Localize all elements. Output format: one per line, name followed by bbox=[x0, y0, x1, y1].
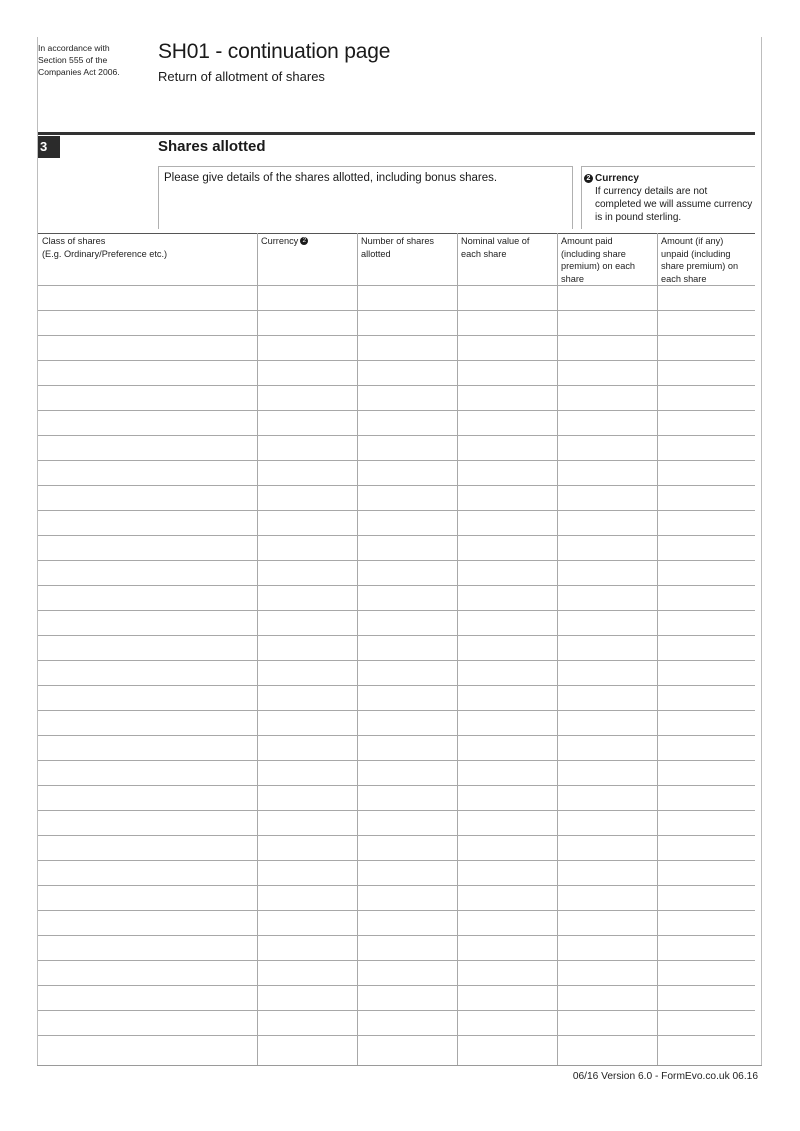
table-row bbox=[38, 1036, 755, 1061]
column-header-line: share bbox=[561, 273, 584, 284]
table-cell-input[interactable] bbox=[258, 436, 356, 459]
table-cell-input[interactable] bbox=[258, 1011, 356, 1034]
table-row bbox=[38, 586, 755, 611]
table-cell-input[interactable] bbox=[458, 761, 556, 784]
table-cell-input[interactable] bbox=[558, 711, 656, 734]
table-cell-input[interactable] bbox=[39, 886, 256, 909]
table-cell-input[interactable] bbox=[658, 336, 754, 359]
table-cell-input[interactable] bbox=[258, 461, 356, 484]
table-cell-input[interactable] bbox=[258, 911, 356, 934]
table-cell-input[interactable] bbox=[258, 986, 356, 1009]
table-cell-input[interactable] bbox=[358, 661, 456, 684]
table-cell-input[interactable] bbox=[558, 686, 656, 709]
table-row bbox=[38, 436, 755, 461]
table-cell-input[interactable] bbox=[658, 836, 754, 859]
table-cell-input[interactable] bbox=[258, 686, 356, 709]
table-cell-input[interactable] bbox=[558, 636, 656, 659]
table-cell-input[interactable] bbox=[39, 586, 256, 609]
table-cell-input[interactable] bbox=[258, 536, 356, 559]
table-cell-input[interactable] bbox=[658, 961, 754, 984]
table-cell-input[interactable] bbox=[258, 761, 356, 784]
table-cell-input[interactable] bbox=[39, 861, 256, 884]
table-row bbox=[38, 886, 755, 911]
column-divider bbox=[557, 233, 558, 1065]
legal-note-line: Companies Act 2006. bbox=[38, 67, 120, 77]
table-cell-input[interactable] bbox=[458, 461, 556, 484]
section-number-badge: 3 bbox=[38, 136, 60, 158]
table-cell-input[interactable] bbox=[458, 711, 556, 734]
table-cell-input[interactable] bbox=[658, 286, 754, 309]
table-cell-input[interactable] bbox=[558, 1011, 656, 1034]
table-cell-input[interactable] bbox=[258, 611, 356, 634]
table-cell-input[interactable] bbox=[258, 286, 356, 309]
table-cell-input[interactable] bbox=[558, 911, 656, 934]
column-header-line: allotted bbox=[361, 248, 391, 259]
table-cell-input[interactable] bbox=[458, 561, 556, 584]
table-cell-input[interactable] bbox=[358, 686, 456, 709]
table-row bbox=[38, 836, 755, 861]
table-cell-input[interactable] bbox=[39, 486, 256, 509]
table-row bbox=[38, 311, 755, 336]
table-cell-input[interactable] bbox=[558, 736, 656, 759]
section-title: Shares allotted bbox=[158, 138, 266, 155]
table-cell-input[interactable] bbox=[358, 861, 456, 884]
table-cell-input[interactable] bbox=[39, 811, 256, 834]
table-cell-input[interactable] bbox=[658, 611, 754, 634]
table-cell-input[interactable] bbox=[458, 1011, 556, 1034]
table-cell-input[interactable] bbox=[558, 861, 656, 884]
currency-note-line: If currency details are not bbox=[595, 186, 708, 197]
table-cell-input[interactable] bbox=[658, 411, 754, 434]
table-cell-input[interactable] bbox=[558, 611, 656, 634]
table-row bbox=[38, 611, 755, 636]
table-cell-input[interactable] bbox=[39, 686, 256, 709]
table-cell-input[interactable] bbox=[458, 736, 556, 759]
table-cell-input[interactable] bbox=[39, 536, 256, 559]
table-cell-input[interactable] bbox=[658, 686, 754, 709]
table-row bbox=[38, 961, 755, 986]
table-cell-input[interactable] bbox=[39, 961, 256, 984]
table-cell-input[interactable] bbox=[558, 286, 656, 309]
table-row bbox=[38, 761, 755, 786]
table-cell-input[interactable] bbox=[358, 561, 456, 584]
note-number-icon: 2 bbox=[584, 174, 593, 183]
table-cell-input[interactable] bbox=[358, 986, 456, 1009]
table-cell-input[interactable] bbox=[458, 661, 556, 684]
table-cell-input[interactable] bbox=[358, 436, 456, 459]
table-cell-input[interactable] bbox=[558, 986, 656, 1009]
table-cell-input[interactable] bbox=[458, 686, 556, 709]
table-cell-input[interactable] bbox=[558, 386, 656, 409]
table-row bbox=[38, 861, 755, 886]
column-header-line: unpaid (including bbox=[661, 248, 731, 259]
column-header bbox=[42, 235, 253, 260]
table-cell-input[interactable] bbox=[458, 961, 556, 984]
table-top-border bbox=[38, 233, 755, 234]
table-row bbox=[38, 686, 755, 711]
table-cell-input[interactable] bbox=[39, 711, 256, 734]
table-cell-input[interactable] bbox=[258, 961, 356, 984]
table-cell-input[interactable] bbox=[39, 936, 256, 959]
table-cell-input[interactable] bbox=[658, 936, 754, 959]
table-cell-input[interactable] bbox=[358, 811, 456, 834]
table-cell-input[interactable] bbox=[458, 836, 556, 859]
table-cell-input[interactable] bbox=[358, 486, 456, 509]
table-cell-input[interactable] bbox=[358, 711, 456, 734]
table-cell-input[interactable] bbox=[258, 786, 356, 809]
column-divider bbox=[257, 233, 258, 1065]
table-cell-input[interactable] bbox=[558, 561, 656, 584]
table-cell-input[interactable] bbox=[258, 936, 356, 959]
table-cell-input[interactable] bbox=[658, 586, 754, 609]
table-cell-input[interactable] bbox=[558, 536, 656, 559]
table-cell-input[interactable] bbox=[458, 861, 556, 884]
table-cell-input[interactable] bbox=[658, 386, 754, 409]
table-cell-input[interactable] bbox=[258, 486, 356, 509]
table-cell-input[interactable] bbox=[558, 886, 656, 909]
table-cell-input[interactable] bbox=[558, 486, 656, 509]
table-cell-input[interactable] bbox=[39, 1011, 256, 1034]
table-cell-input[interactable] bbox=[39, 761, 256, 784]
table-cell-input[interactable] bbox=[258, 711, 356, 734]
column-header-line: Amount (if any) bbox=[661, 236, 724, 246]
table-cell-input[interactable] bbox=[39, 336, 256, 359]
table-cell-input[interactable] bbox=[39, 561, 256, 584]
table-row bbox=[38, 286, 755, 311]
table-cell-input[interactable] bbox=[258, 1036, 356, 1059]
table-cell-input[interactable] bbox=[658, 861, 754, 884]
table-cell-input[interactable] bbox=[558, 411, 656, 434]
table-row bbox=[38, 936, 755, 961]
table-cell-input[interactable] bbox=[39, 436, 256, 459]
table-cell-input[interactable] bbox=[658, 486, 754, 509]
table-cell-input[interactable] bbox=[458, 411, 556, 434]
table-cell-input[interactable] bbox=[258, 661, 356, 684]
table-cell-input[interactable] bbox=[358, 911, 456, 934]
table-cell-input[interactable] bbox=[558, 586, 656, 609]
table-cell-input[interactable] bbox=[358, 336, 456, 359]
table-row bbox=[38, 661, 755, 686]
column-header-line: premium) on each bbox=[561, 261, 636, 271]
table-cell-input[interactable] bbox=[258, 411, 356, 434]
table-row bbox=[38, 486, 755, 511]
table-cell-input[interactable] bbox=[558, 836, 656, 859]
table-cell-input[interactable] bbox=[258, 586, 356, 609]
table-cell-input[interactable] bbox=[258, 386, 356, 409]
table-cell-input[interactable] bbox=[358, 1036, 456, 1059]
table-cell-input[interactable] bbox=[658, 886, 754, 909]
form-title: SH01 - continuation page bbox=[158, 40, 391, 63]
table-row bbox=[38, 561, 755, 586]
table-row bbox=[38, 911, 755, 936]
table-cell-input[interactable] bbox=[39, 461, 256, 484]
column-header-line: Amount paid bbox=[561, 236, 613, 246]
table-cell-input[interactable] bbox=[358, 286, 456, 309]
table-cell-input[interactable] bbox=[658, 461, 754, 484]
table-cell-input[interactable] bbox=[358, 361, 456, 384]
table-cell-input[interactable] bbox=[658, 736, 754, 759]
table-cell-input[interactable] bbox=[558, 961, 656, 984]
column-divider bbox=[657, 233, 658, 1065]
currency-note-title bbox=[584, 172, 639, 185]
table-cell-input[interactable] bbox=[658, 811, 754, 834]
table-cell-input[interactable] bbox=[358, 536, 456, 559]
table-cell-input[interactable] bbox=[39, 736, 256, 759]
table-row bbox=[38, 736, 755, 761]
column-header-line: each share bbox=[461, 248, 507, 259]
legal-note-line: In accordance with bbox=[38, 43, 110, 53]
table-cell-input[interactable] bbox=[458, 536, 556, 559]
table-cell-input[interactable] bbox=[358, 761, 456, 784]
table-cell-input[interactable] bbox=[458, 336, 556, 359]
column-header bbox=[261, 235, 353, 248]
table-cell-input[interactable] bbox=[258, 311, 356, 334]
table-cell-input[interactable] bbox=[258, 561, 356, 584]
table-cell-input[interactable] bbox=[558, 461, 656, 484]
table-cell-input[interactable] bbox=[258, 861, 356, 884]
table-cell-input[interactable] bbox=[658, 786, 754, 809]
table-row bbox=[38, 711, 755, 736]
table-cell-input[interactable] bbox=[358, 411, 456, 434]
table-cell-input[interactable] bbox=[39, 636, 256, 659]
table-cell-input[interactable] bbox=[558, 936, 656, 959]
table-cell-input[interactable] bbox=[458, 611, 556, 634]
table-cell-input[interactable] bbox=[358, 1011, 456, 1034]
table-cell-input[interactable] bbox=[558, 311, 656, 334]
table-cell-input[interactable] bbox=[258, 811, 356, 834]
table-cell-input[interactable] bbox=[358, 311, 456, 334]
table-row bbox=[38, 411, 755, 436]
table-cell-input[interactable] bbox=[258, 361, 356, 384]
table-row bbox=[38, 986, 755, 1011]
table-cell-input[interactable] bbox=[458, 361, 556, 384]
table-cell-input[interactable] bbox=[358, 511, 456, 534]
table-cell-input[interactable] bbox=[458, 811, 556, 834]
table-cell-input[interactable] bbox=[658, 361, 754, 384]
table-cell-input[interactable] bbox=[658, 911, 754, 934]
column-header-line: Class of shares bbox=[42, 236, 106, 246]
table-cell-input[interactable] bbox=[658, 636, 754, 659]
legal-note-line: Section 555 of the bbox=[38, 55, 108, 65]
column-header-line: (E.g. Ordinary/Preference etc.) bbox=[42, 248, 168, 259]
table-cell-input[interactable] bbox=[358, 611, 456, 634]
table-cell-input[interactable] bbox=[558, 336, 656, 359]
table-cell-input[interactable] bbox=[458, 986, 556, 1009]
table-cell-input[interactable] bbox=[458, 936, 556, 959]
table-cell-input[interactable] bbox=[258, 836, 356, 859]
table-row bbox=[38, 461, 755, 486]
table-cell-input[interactable] bbox=[39, 986, 256, 1009]
table-row bbox=[38, 811, 755, 836]
table-cell-input[interactable] bbox=[39, 611, 256, 634]
table-cell-input[interactable] bbox=[558, 511, 656, 534]
table-cell-input[interactable] bbox=[258, 886, 356, 909]
table-cell-input[interactable] bbox=[558, 361, 656, 384]
form-subtitle: Return of allotment of shares bbox=[158, 69, 325, 84]
table-cell-input[interactable] bbox=[658, 311, 754, 334]
column-header-line: Currency bbox=[261, 236, 299, 246]
table-cell-input[interactable] bbox=[458, 511, 556, 534]
currency-note-body bbox=[595, 185, 755, 224]
table-cell-input[interactable] bbox=[458, 786, 556, 809]
table-cell-input[interactable] bbox=[39, 411, 256, 434]
column-header bbox=[461, 235, 553, 260]
table-cell-input[interactable] bbox=[558, 811, 656, 834]
table-cell-input[interactable] bbox=[39, 386, 256, 409]
currency-note-heading: Currency bbox=[595, 173, 639, 184]
table-cell-input[interactable] bbox=[458, 886, 556, 909]
table-row bbox=[38, 361, 755, 386]
table-cell-input[interactable] bbox=[258, 736, 356, 759]
table-cell-input[interactable] bbox=[658, 661, 754, 684]
table-cell-input[interactable] bbox=[658, 436, 754, 459]
column-header-line: Nominal value of bbox=[461, 236, 530, 246]
table-cell-input[interactable] bbox=[458, 586, 556, 609]
table-cell-input[interactable] bbox=[258, 636, 356, 659]
table-cell-input[interactable] bbox=[358, 586, 456, 609]
table-row bbox=[38, 511, 755, 536]
column-header-line: (including share bbox=[561, 248, 626, 259]
table-cell-input[interactable] bbox=[458, 311, 556, 334]
table-cell-input[interactable] bbox=[258, 511, 356, 534]
table-cell-input[interactable] bbox=[658, 1036, 754, 1059]
table-cell-input[interactable] bbox=[39, 1036, 256, 1059]
currency-note-line: is in pound sterling. bbox=[595, 212, 682, 223]
table-cell-input[interactable] bbox=[558, 1036, 656, 1059]
table-cell-input[interactable] bbox=[39, 786, 256, 809]
table-row bbox=[38, 536, 755, 561]
note-number-icon: 2 bbox=[300, 237, 308, 245]
table-cell-input[interactable] bbox=[558, 761, 656, 784]
table-cell-input[interactable] bbox=[658, 1011, 754, 1034]
table-cell-input[interactable] bbox=[358, 636, 456, 659]
table-cell-input[interactable] bbox=[39, 911, 256, 934]
table-cell-input[interactable] bbox=[458, 636, 556, 659]
table-cell-input[interactable] bbox=[258, 336, 356, 359]
table-cell-input[interactable] bbox=[39, 511, 256, 534]
section-divider bbox=[38, 132, 755, 135]
column-divider bbox=[457, 233, 458, 1065]
shares-allotted-table bbox=[38, 233, 755, 1065]
footer-version: 06/16 Version 6.0 - FormEvo.co.uk 06.16 bbox=[572, 1071, 758, 1082]
table-cell-input[interactable] bbox=[358, 936, 456, 959]
table-row bbox=[38, 336, 755, 361]
table-cell-input[interactable] bbox=[558, 786, 656, 809]
table-cell-input[interactable] bbox=[358, 961, 456, 984]
table-row bbox=[38, 786, 755, 811]
column-header bbox=[661, 235, 751, 285]
table-cell-input[interactable] bbox=[358, 736, 456, 759]
column-divider bbox=[357, 233, 358, 1065]
column-header bbox=[561, 235, 653, 285]
page-frame-right bbox=[761, 37, 762, 1066]
table-cell-input[interactable] bbox=[658, 511, 754, 534]
column-header-line: share premium) on bbox=[661, 261, 739, 271]
table-cell-input[interactable] bbox=[358, 461, 456, 484]
table-cell-input[interactable] bbox=[658, 986, 754, 1009]
table-cell-input[interactable] bbox=[458, 286, 556, 309]
table-cell-input[interactable] bbox=[358, 836, 456, 859]
page-frame-bottom bbox=[37, 1065, 762, 1066]
table-cell-input[interactable] bbox=[39, 311, 256, 334]
table-cell-input[interactable] bbox=[358, 786, 456, 809]
table-cell-input[interactable] bbox=[358, 886, 456, 909]
table-cell-input[interactable] bbox=[458, 1036, 556, 1059]
currency-note-line: completed we will assume currency bbox=[595, 199, 753, 210]
legal-note bbox=[38, 42, 148, 78]
table-cell-input[interactable] bbox=[458, 386, 556, 409]
table-cell-input[interactable] bbox=[458, 486, 556, 509]
table-cell-input[interactable] bbox=[358, 386, 456, 409]
table-cell-input[interactable] bbox=[658, 711, 754, 734]
table-cell-input[interactable] bbox=[39, 661, 256, 684]
table-cell-input[interactable] bbox=[558, 661, 656, 684]
column-header-line: each share bbox=[661, 273, 707, 284]
table-cell-input[interactable] bbox=[39, 361, 256, 384]
column-header-line-with-marker bbox=[261, 235, 353, 248]
table-row bbox=[38, 386, 755, 411]
table-cell-input[interactable] bbox=[458, 436, 556, 459]
column-header-line: Number of shares bbox=[361, 236, 435, 246]
table-cell-input[interactable] bbox=[39, 286, 256, 309]
column-header bbox=[361, 235, 453, 260]
table-cell-input[interactable] bbox=[458, 911, 556, 934]
table-cell-input[interactable] bbox=[39, 836, 256, 859]
table-row bbox=[38, 636, 755, 661]
table-cell-input[interactable] bbox=[658, 761, 754, 784]
table-cell-input[interactable] bbox=[558, 436, 656, 459]
instruction-text: Please give details of the shares allotted, including bonus shares. bbox=[164, 172, 498, 184]
table-row bbox=[38, 1011, 755, 1036]
table-cell-input[interactable] bbox=[658, 561, 754, 584]
table-cell-input[interactable] bbox=[658, 536, 754, 559]
